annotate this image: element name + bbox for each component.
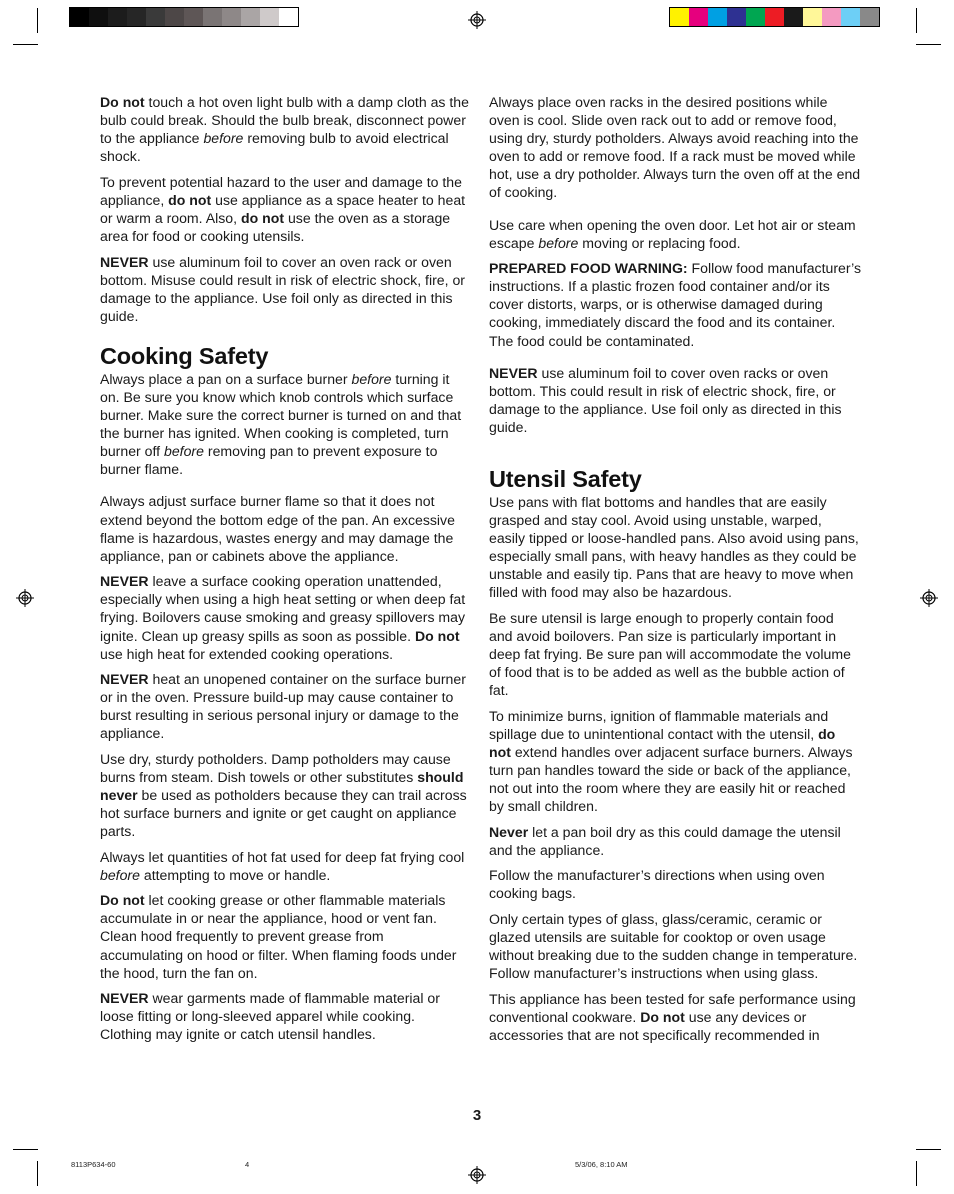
paragraph: Use pans with flat bottoms and handles that are easily grasped and stay cool. Avoid using unstable, warped, easily tipped or loose-handled pans. Also avoid using pans, especially small pans, with heavy handles as they could be unstable and easily tip. Pans that are heavy to move when filled with food may also be hazardous. [489, 493, 859, 601]
paragraph: Always adjust surface burner flame so that it does not extend beyond the bottom edge of the pan. An excessive flame is hazardous, wastes energy and may damage the appliance, pan or cabinets above the appliance. [100, 493, 455, 564]
color-swatch [222, 8, 241, 26]
color-swatch [784, 8, 803, 26]
color-swatch [860, 8, 879, 26]
color-swatch [841, 8, 860, 26]
paragraph: NEVER heat an unopened container on the surface burner or in the oven. Pressure build-up may cause container to burst resulting in serious personal injury or damage to the appliance. [100, 671, 466, 742]
registration-mark-icon [468, 11, 486, 29]
color-swatch [279, 8, 298, 26]
color-swatch [803, 8, 822, 26]
paragraph: Never let a pan boil dry as this could damage the utensil and the appliance. [489, 823, 841, 858]
paragraph: Do not touch a hot oven light bulb with a damp cloth as the bulb could break. Should the bulb break, disconnect power to the appliance before removing bulb to avoid electrical shock. [100, 94, 469, 165]
slug-file-name: 8113P634-60 [71, 1160, 116, 1169]
crop-mark [916, 1161, 917, 1186]
paragraph: Always let quantities of hot fat used for deep fat frying cool before attempting to move or handle. [100, 848, 465, 883]
paragraph: NEVER use aluminum foil to cover an oven rack or oven bottom. Misuse could result in risk of electric shock, fire, or damage to the appliance. Use foil only as directed in this guide. [100, 253, 465, 324]
color-swatch [260, 8, 279, 26]
crop-mark [37, 1161, 38, 1186]
color-swatch [108, 8, 127, 26]
crop-mark [916, 44, 941, 45]
page-number: 3 [472, 1107, 482, 1124]
color-swatch [822, 8, 841, 26]
paragraph: To minimize burns, ignition of flammable materials and spillage due to unintentional contact with the utensil, do not extend handles over adjacent surface burners. Always turn pan handles toward the side or back of the appliance, not out into the room where they are easily hit or reached by small children. [489, 707, 853, 815]
paragraph: Use care when opening the oven door. Let hot air or steam escape before moving or replacing food. [489, 216, 856, 251]
crop-mark [13, 1149, 38, 1150]
crop-mark [916, 8, 917, 33]
slug-page-number: 4 [245, 1160, 250, 1169]
crop-mark [13, 44, 38, 45]
registration-mark-icon [920, 589, 938, 607]
slug-timestamp: 5/3/06, 8:10 AM [575, 1160, 628, 1169]
color-swatch [727, 8, 746, 26]
color-swatch [203, 8, 222, 26]
color-swatch [165, 8, 184, 26]
crop-mark [916, 1149, 941, 1150]
paragraph: This appliance has been tested for safe performance using conventional cookware. Do not use any devices or accessories that are not specifically recommended in [489, 990, 856, 1043]
paragraph: Do not let cooking grease or other flammable materials accumulate in or near the appliance, hood or vent fan. Clean hood frequently to prevent grease from accumulating on hood or filter. When flaming foods under the hood, turn the fan on. [100, 892, 457, 981]
color-swatch [184, 8, 203, 26]
registration-mark-icon [16, 589, 34, 607]
gray-color-bar [69, 7, 299, 27]
color-swatch [708, 8, 727, 26]
paragraph: Follow the manufacturer’s directions when using oven cooking bags. [489, 867, 825, 902]
section-heading: Utensil Safety [489, 465, 642, 492]
paragraph: Be sure utensil is large enough to properly contain food and avoid boilovers. Pan size is particularly important in deep fat frying. Be sure pan will accommodate the volume of food that is to be added as well as the bubble action of fat. [489, 609, 851, 699]
paragraph: NEVER use aluminum foil to cover oven racks or oven bottom. This could result in risk of electric shock, fire, or damage to the appliance. Use foil only as directed in this guide. [489, 364, 842, 435]
process-color-bar [669, 7, 880, 27]
paragraph: Always place a pan on a surface burner before turning it on. Be sure you know which knob controls which surface burner. Make sure the correct burner is turned on and that the burner has ignited. When cooking is completed, turn burner off before removing pan to prevent exposure to burner flame. [100, 370, 462, 478]
color-swatch [241, 8, 260, 26]
color-swatch [70, 8, 89, 26]
paragraph: Always place oven racks in the desired positions while oven is cool. Slide oven rack out to add or remove food, using dry, sturdy potholders. Always avoid reaching into the oven to add or remove food. If a rack must be moved while hot, use a dry potholder. Always turn the oven off at the end of cooking. [489, 94, 861, 201]
color-swatch [746, 8, 765, 26]
paragraph: NEVER leave a surface cooking operation unattended, especially when using a high heat setting or when deep fat frying. Boilovers cause smoking and greasy spillovers may ignite. Clean up greasy spills as soon as possible. Do not use high heat for extended cooking operations. [100, 573, 466, 662]
color-swatch [670, 8, 689, 26]
color-swatch [89, 8, 108, 26]
paragraph: PREPARED FOOD WARNING: Follow food manufacturer’s instructions. If a plastic frozen food container and/or its cover distorts, warps, or is otherwise damaged during cooking, immediately discard the food and its container. The food could be contaminated. [489, 260, 862, 349]
color-swatch [146, 8, 165, 26]
paragraph: Only certain types of glass, glass/ceramic, ceramic or glazed utensils are suitable for cooktop or oven usage without breaking due to the sudden change in temperature. Follow manufacturer’s instructions when using glass. [489, 910, 858, 982]
paragraph: Use dry, sturdy potholders. Damp potholders may cause burns from steam. Dish towels or other substitutes should never be used as potholders because they can trail across hot surface burners and ignite or get caught on appliance parts. [100, 750, 467, 840]
paragraph: NEVER wear garments made of flammable material or loose fitting or long-sleeved apparel while cooking. Clothing may ignite or catch utensil handles. [100, 990, 440, 1043]
color-swatch [127, 8, 146, 26]
crop-mark [37, 8, 38, 33]
right-column [489, 93, 861, 1051]
color-swatch [689, 8, 708, 26]
section-heading: Cooking Safety [100, 342, 269, 369]
paragraph: To prevent potential hazard to the user and damage to the appliance, do not use appliance as a space heater to heat or warm a room. Also, do not use the oven as a storage area for food or cooking utensils. [100, 173, 466, 245]
registration-mark-icon [468, 1166, 486, 1184]
color-swatch [765, 8, 784, 26]
left-column [100, 93, 470, 1051]
